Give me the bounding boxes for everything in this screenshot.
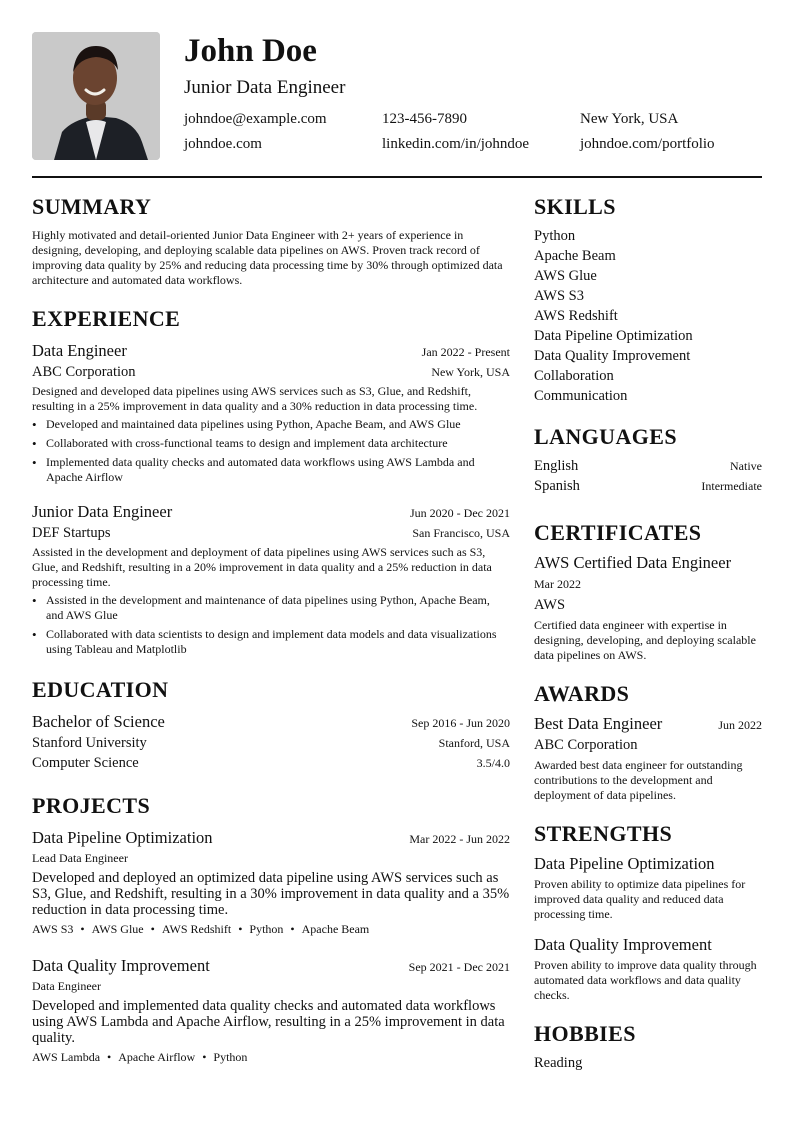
email-link[interactable]: johndoe@example.com bbox=[184, 111, 327, 127]
strength-description: Proven ability to optimize data pipelines for improved data quality and reduced data processing time. bbox=[534, 877, 746, 921]
resume-header bbox=[32, 32, 762, 177]
certificates-section bbox=[534, 520, 762, 663]
project-tags: AWS Lambda • Apache Airflow • Python bbox=[32, 1050, 248, 1064]
tag: Apache Airflow bbox=[118, 1050, 196, 1064]
job-date: Jan 2022 - Present bbox=[421, 345, 510, 359]
strength-description: Proven ability to improve data quality through automated data workflows and data quality checks. bbox=[534, 958, 757, 1002]
language-level: Native bbox=[730, 459, 762, 473]
language-name: Spanish bbox=[534, 478, 580, 494]
experience-entry bbox=[32, 501, 510, 657]
header-divider bbox=[32, 176, 762, 178]
job-bullets bbox=[32, 593, 510, 657]
list-item: • Collaborated with cross-functional teams to design and implement data architecture bbox=[32, 436, 510, 451]
job-description: Designed and developed data pipelines using AWS services such as S3, Glue, and Redshift, resulting in a 25% improvement in data quality and a 30% reduction in data processing time. bbox=[32, 384, 478, 413]
project-role: Data Engineer bbox=[32, 979, 101, 993]
skill-item: Collaboration bbox=[534, 368, 614, 384]
tag: Python bbox=[249, 922, 284, 936]
list-item: • Implemented data quality checks and automated data workflows using AWS Lambda and Apache Airflow bbox=[32, 455, 510, 485]
section-title: CERTIFICATES bbox=[534, 520, 702, 545]
summary-section bbox=[32, 194, 510, 288]
right-column bbox=[534, 194, 762, 1089]
project-name: Data Pipeline Optimization bbox=[32, 828, 213, 847]
job-description: Assisted in the development and deployment of data pipelines using AWS services such as S3, Glue, and Redshift, resulting in a 20% improvement in data quality and a 25% reduction in data processing time. bbox=[32, 545, 492, 589]
list-item: • Assisted in the development and maintenance of data pipelines using Python, Apache Beam, and AWS Glue bbox=[32, 593, 510, 623]
degree-name: Bachelor of Science bbox=[32, 712, 165, 731]
project-description: Developed and implemented data quality checks and automated data workflows using AWS Lambda and Apache Airflow, resulting in a 25% improvement in data quality. bbox=[32, 998, 505, 1046]
company-name: DEF Startups bbox=[32, 525, 111, 541]
languages-section bbox=[534, 424, 762, 496]
hobby-item: Reading bbox=[534, 1055, 583, 1071]
skill-item: Data Pipeline Optimization bbox=[534, 328, 693, 344]
tag: AWS Lambda bbox=[32, 1050, 101, 1064]
school-location: Stanford, USA bbox=[438, 736, 510, 750]
job-location: New York, USA bbox=[431, 365, 510, 379]
certificate-date: Mar 2022 bbox=[534, 577, 581, 591]
section-title: AWARDS bbox=[534, 681, 630, 706]
award-description: Awarded best data engineer for outstanding contributions to the development and deployment of data pipelines. bbox=[534, 758, 743, 802]
left-column bbox=[32, 194, 510, 1081]
certificate-description: Certified data engineer with expertise in designing, developing, and deploying scalable data pipelines on AWS. bbox=[534, 618, 756, 662]
project-description: Developed and deployed an optimized data pipeline using AWS services such as S3, Glue, and Redshift, resulting in a 30% improvement in data quality and a 35% reduction in data processing time. bbox=[32, 870, 510, 918]
certificate-name: AWS Certified Data Engineer bbox=[534, 553, 732, 572]
award-date: Jun 2022 bbox=[718, 718, 762, 732]
section-title: PROJECTS bbox=[32, 793, 151, 818]
section-title: EXPERIENCE bbox=[32, 306, 181, 331]
skill-item: Data Quality Improvement bbox=[534, 348, 691, 364]
project-entry bbox=[32, 955, 510, 1065]
company-name: ABC Corporation bbox=[32, 364, 136, 380]
project-date: Mar 2022 - Jun 2022 bbox=[409, 832, 510, 846]
project-name: Data Quality Improvement bbox=[32, 956, 210, 975]
job-title: Data Engineer bbox=[32, 341, 127, 360]
project-date: Sep 2021 - Dec 2021 bbox=[408, 960, 510, 974]
skill-item: AWS Glue bbox=[534, 268, 597, 284]
profile-photo bbox=[32, 32, 160, 160]
linkedin-link[interactable]: linkedin.com/in/johndoe bbox=[382, 136, 530, 152]
list-item: • Developed and maintained data pipelines using Python, Apache Beam, and AWS Glue bbox=[32, 417, 510, 432]
awards-section bbox=[534, 681, 762, 803]
tag: AWS Glue bbox=[91, 922, 144, 936]
section-title: STRENGTHS bbox=[534, 821, 673, 846]
header-info bbox=[184, 32, 762, 154]
language-row bbox=[534, 476, 762, 496]
candidate-headline: Junior Data Engineer bbox=[184, 77, 346, 98]
portfolio-link[interactable]: johndoe.com/portfolio bbox=[580, 136, 715, 152]
award-name: Best Data Engineer bbox=[534, 714, 663, 733]
strength-name: Data Pipeline Optimization bbox=[534, 854, 715, 873]
gpa-value: 3.5/4.0 bbox=[476, 756, 510, 770]
section-title: HOBBIES bbox=[534, 1021, 636, 1046]
list-item: • Collaborated with data scientists to design and implement data models and data visualizations using Tableau and Matplotlib bbox=[32, 627, 510, 657]
certificate-issuer: AWS bbox=[534, 597, 566, 613]
project-entry bbox=[32, 827, 510, 937]
job-date: Jun 2020 - Dec 2021 bbox=[410, 506, 510, 520]
experience-entry bbox=[32, 340, 510, 485]
award-issuer: ABC Corporation bbox=[534, 737, 638, 753]
education-section bbox=[32, 677, 510, 773]
skill-item: Apache Beam bbox=[534, 248, 616, 264]
section-title: SKILLS bbox=[534, 194, 616, 219]
section-title: SUMMARY bbox=[32, 194, 152, 219]
education-date: Sep 2016 - Jun 2020 bbox=[411, 716, 510, 730]
contact-grid bbox=[184, 110, 762, 154]
section-title: LANGUAGES bbox=[534, 424, 677, 449]
tag: AWS Redshift bbox=[161, 922, 232, 936]
strength-name: Data Quality Improvement bbox=[534, 935, 712, 954]
school-name: Stanford University bbox=[32, 735, 147, 751]
field-of-study: Computer Science bbox=[32, 755, 139, 771]
job-bullets bbox=[32, 417, 510, 485]
candidate-name: John Doe bbox=[184, 33, 317, 69]
projects-section bbox=[32, 793, 510, 1065]
language-name: English bbox=[534, 458, 579, 474]
location-text: New York, USA bbox=[580, 111, 679, 127]
job-title: Junior Data Engineer bbox=[32, 502, 173, 521]
skill-item: Communication bbox=[534, 388, 628, 404]
language-level: Intermediate bbox=[701, 479, 762, 493]
tag: AWS S3 bbox=[32, 922, 74, 936]
project-tags: AWS S3 • AWS Glue • AWS Redshift • Python • Apache Beam bbox=[32, 922, 370, 936]
summary-text: Highly motivated and detail-oriented Junior Data Engineer with 2+ years of experience in designing, developing, and deploying scalable data pipelines on AWS. Proven track record of improving data quality by 25% and reducing data processing time by 30% through optimized data architecture and automated data workflows. bbox=[32, 228, 503, 287]
skill-item: Python bbox=[534, 228, 576, 244]
experience-section bbox=[32, 306, 510, 657]
skill-item: AWS S3 bbox=[534, 288, 584, 304]
job-location: San Francisco, USA bbox=[412, 526, 510, 540]
strengths-section bbox=[534, 821, 762, 1003]
tag: Apache Beam bbox=[301, 922, 370, 936]
tag: Python bbox=[213, 1050, 248, 1064]
website-link[interactable]: johndoe.com bbox=[184, 136, 262, 152]
resume-page bbox=[32, 32, 762, 1071]
skills-section bbox=[534, 194, 762, 406]
section-title: EDUCATION bbox=[32, 677, 169, 702]
project-role: Lead Data Engineer bbox=[32, 851, 128, 865]
phone-number: 123-456-7890 bbox=[382, 111, 467, 127]
language-row bbox=[534, 456, 762, 476]
hobbies-section bbox=[534, 1021, 762, 1073]
skill-item: AWS Redshift bbox=[534, 308, 618, 324]
skills-list bbox=[534, 226, 762, 406]
